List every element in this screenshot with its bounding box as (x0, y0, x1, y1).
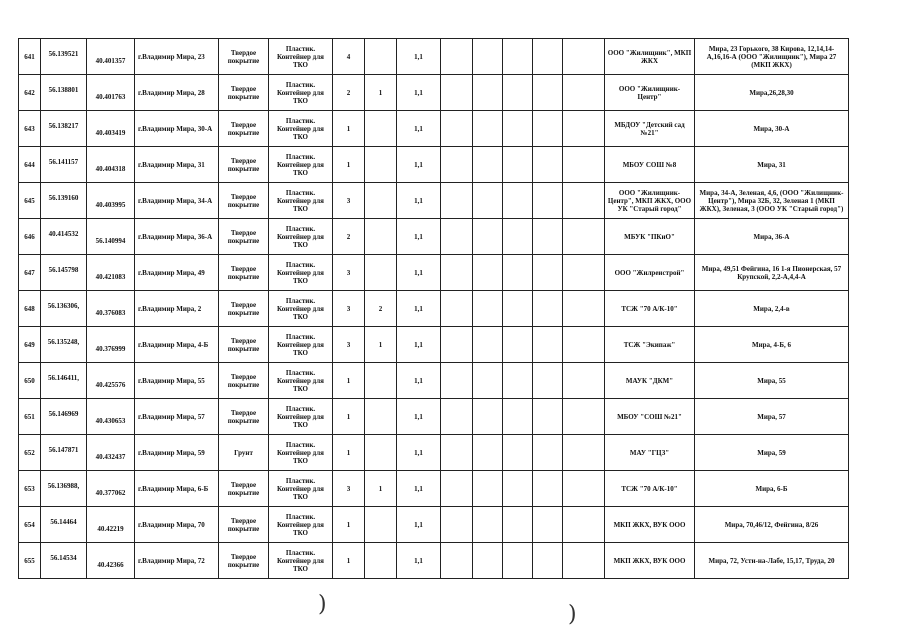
row-number: 643 (19, 111, 41, 147)
empty-cell (473, 183, 503, 219)
extra-count (365, 435, 397, 471)
container-type: Пластик. Контейнер для ТКО (269, 111, 333, 147)
empty-cell (503, 327, 533, 363)
empty-cell (441, 255, 473, 291)
empty-cell (533, 255, 563, 291)
site-address: г.Владимир Мира, 2 (135, 291, 219, 327)
empty-cell (441, 183, 473, 219)
latitude-value: 40.414532 (48, 229, 79, 238)
served-addresses: Мира,26,28,30 (695, 75, 849, 111)
latitude (41, 183, 87, 219)
table-body (19, 39, 849, 579)
latitude-value: 56.138801 (48, 85, 79, 94)
empty-cell (503, 363, 533, 399)
extra-count: 1 (365, 327, 397, 363)
empty-cell (473, 435, 503, 471)
empty-cell (441, 75, 473, 111)
container-volume: 1,1 (397, 435, 441, 471)
longitude (87, 507, 135, 543)
latitude (41, 291, 87, 327)
empty-cell (473, 543, 503, 579)
served-addresses: Мира, 72, Усти-на-Лабе, 15,17, Труда, 20 (695, 543, 849, 579)
empty-cell (441, 111, 473, 147)
site-address: г.Владимир Мира, 55 (135, 363, 219, 399)
empty-cell (473, 111, 503, 147)
row-number: 650 (19, 363, 41, 399)
served-addresses: Мира, 70,46/12, Фейгина, 8/26 (695, 507, 849, 543)
table-row (19, 543, 849, 579)
row-number: 648 (19, 291, 41, 327)
container-type: Пластик. Контейнер для ТКО (269, 507, 333, 543)
latitude (41, 327, 87, 363)
container-type: Пластик. Контейнер для ТКО (269, 291, 333, 327)
row-number: 644 (19, 147, 41, 183)
empty-cell (563, 147, 605, 183)
latitude-value: 56.141157 (48, 157, 79, 166)
container-volume: 1,1 (397, 327, 441, 363)
longitude-value: 40.425576 (95, 380, 126, 389)
operator-org: МБОУ "СОШ №21" (605, 399, 695, 435)
container-type: Пластик. Контейнер для ТКО (269, 183, 333, 219)
table-row (19, 255, 849, 291)
latitude-value: 56.145798 (48, 265, 79, 274)
empty-cell (473, 75, 503, 111)
empty-cell (503, 183, 533, 219)
table-row (19, 39, 849, 75)
empty-cell (441, 435, 473, 471)
site-address: г.Владимир Мира, 49 (135, 255, 219, 291)
surface-type: Твердое покрытие (219, 399, 269, 435)
page-mark-right: ) (568, 602, 577, 627)
empty-cell (563, 399, 605, 435)
longitude (87, 255, 135, 291)
row-number: 655 (19, 543, 41, 579)
table-row (19, 471, 849, 507)
latitude (41, 111, 87, 147)
empty-cell (563, 507, 605, 543)
surface-type: Твердое покрытие (219, 471, 269, 507)
table-row (19, 183, 849, 219)
table-row (19, 75, 849, 111)
extra-count (365, 507, 397, 543)
empty-cell (533, 183, 563, 219)
empty-cell (473, 147, 503, 183)
served-addresses: Мира, 23 Горького, 38 Кирова, 12,14,14-А,16,16-А (ООО "Жилищник"), Мира 27 (МКП ЖКХ) (695, 39, 849, 75)
latitude-value: 56.146969 (48, 409, 79, 418)
container-type: Пластик. Контейнер для ТКО (269, 39, 333, 75)
latitude (41, 147, 87, 183)
container-count: 1 (333, 363, 365, 399)
empty-cell (503, 435, 533, 471)
table-row (19, 435, 849, 471)
operator-org: ТСЖ "70 А/К-10" (605, 471, 695, 507)
container-count: 1 (333, 147, 365, 183)
extra-count (365, 39, 397, 75)
longitude-value: 40.404318 (95, 164, 126, 173)
operator-org: ООО "Жилищник", МКП ЖКХ (605, 39, 695, 75)
latitude-value: 56.136988, (47, 481, 80, 490)
latitude-value: 56.14464 (50, 517, 77, 526)
row-number: 641 (19, 39, 41, 75)
empty-cell (563, 363, 605, 399)
empty-cell (473, 327, 503, 363)
extra-count (365, 255, 397, 291)
empty-cell (533, 327, 563, 363)
empty-cell (563, 435, 605, 471)
table-row (19, 111, 849, 147)
site-address: г.Владимир Мира, 57 (135, 399, 219, 435)
operator-org: МАУК "ДКМ" (605, 363, 695, 399)
empty-cell (563, 183, 605, 219)
row-number: 645 (19, 183, 41, 219)
empty-cell (563, 39, 605, 75)
empty-cell (441, 543, 473, 579)
empty-cell (533, 75, 563, 111)
container-volume: 1,1 (397, 147, 441, 183)
surface-type: Твердое покрытие (219, 327, 269, 363)
operator-org: МБОУ СОШ №8 (605, 147, 695, 183)
longitude (87, 399, 135, 435)
surface-type: Твердое покрытие (219, 75, 269, 111)
row-number: 646 (19, 219, 41, 255)
surface-type: Твердое покрытие (219, 543, 269, 579)
extra-count (365, 543, 397, 579)
container-count: 4 (333, 39, 365, 75)
latitude-value: 56.135248, (47, 337, 80, 346)
extra-count (365, 147, 397, 183)
row-number: 642 (19, 75, 41, 111)
latitude (41, 399, 87, 435)
empty-cell (503, 291, 533, 327)
served-addresses: Мира, 6-Б (695, 471, 849, 507)
container-volume: 1,1 (397, 111, 441, 147)
surface-type: Твердое покрытие (219, 111, 269, 147)
site-address: г.Владимир Мира, 30-А (135, 111, 219, 147)
container-count: 1 (333, 435, 365, 471)
empty-cell (563, 471, 605, 507)
latitude (41, 39, 87, 75)
extra-count (365, 399, 397, 435)
operator-org: ООО "Жилищник-Центр", МКП ЖКХ, ООО УК "Старый город" (605, 183, 695, 219)
empty-cell (441, 399, 473, 435)
container-volume: 1,1 (397, 507, 441, 543)
table-row (19, 219, 849, 255)
operator-org: ООО "Жилреистрой" (605, 255, 695, 291)
empty-cell (441, 471, 473, 507)
container-type: Пластик. Контейнер для ТКО (269, 75, 333, 111)
longitude (87, 471, 135, 507)
site-address: г.Владимир Мира, 31 (135, 147, 219, 183)
waste-sites-table (18, 38, 849, 579)
longitude-value: 40.42219 (97, 524, 124, 533)
empty-cell (533, 507, 563, 543)
extra-count: 1 (365, 471, 397, 507)
row-number: 652 (19, 435, 41, 471)
surface-type: Твердое покрытие (219, 147, 269, 183)
latitude (41, 75, 87, 111)
empty-cell (503, 471, 533, 507)
site-address: г.Владимир Мира, 28 (135, 75, 219, 111)
empty-cell (473, 363, 503, 399)
latitude-value: 56.136306, (47, 301, 80, 310)
empty-cell (441, 327, 473, 363)
empty-cell (563, 291, 605, 327)
latitude (41, 363, 87, 399)
container-type: Пластик. Контейнер для ТКО (269, 543, 333, 579)
empty-cell (503, 543, 533, 579)
container-type: Пластик. Контейнер для ТКО (269, 399, 333, 435)
latitude-value: 56.146411, (47, 373, 80, 382)
surface-type: Твердое покрытие (219, 39, 269, 75)
empty-cell (533, 147, 563, 183)
container-count: 3 (333, 183, 365, 219)
container-count: 1 (333, 507, 365, 543)
surface-type: Твердое покрытие (219, 183, 269, 219)
empty-cell (503, 147, 533, 183)
empty-cell (503, 399, 533, 435)
extra-count (365, 183, 397, 219)
latitude-value: 56.139160 (48, 193, 79, 202)
container-volume: 1,1 (397, 183, 441, 219)
site-address: г.Владимир Мира, 72 (135, 543, 219, 579)
latitude (41, 219, 87, 255)
table-row (19, 507, 849, 543)
empty-cell (441, 147, 473, 183)
longitude (87, 543, 135, 579)
latitude (41, 255, 87, 291)
served-addresses: Мира, 34-А, Зеленая, 4,6, (ООО "Жилищник-Центр"), Мира 32Б, 32, Зеленая 1 (МКП ЖКХ), Зеленая, 3 (ООО УК "Старый город") (695, 183, 849, 219)
table-row (19, 291, 849, 327)
empty-cell (441, 507, 473, 543)
latitude-value: 56.138217 (48, 121, 79, 130)
empty-cell (533, 291, 563, 327)
surface-type: Твердое покрытие (219, 363, 269, 399)
empty-cell (503, 39, 533, 75)
page-mark-left: ) (318, 592, 327, 617)
empty-cell (533, 363, 563, 399)
container-type: Пластик. Контейнер для ТКО (269, 363, 333, 399)
empty-cell (473, 39, 503, 75)
empty-cell (563, 255, 605, 291)
container-count: 3 (333, 327, 365, 363)
container-count: 3 (333, 255, 365, 291)
served-addresses: Мира, 55 (695, 363, 849, 399)
operator-org: МКП ЖКХ, ВУК ООО (605, 543, 695, 579)
empty-cell (533, 399, 563, 435)
row-number: 654 (19, 507, 41, 543)
site-address: г.Владимир Мира, 70 (135, 507, 219, 543)
served-addresses: Мира, 36-А (695, 219, 849, 255)
longitude-value: 40.432437 (95, 452, 126, 461)
container-volume: 1,1 (397, 399, 441, 435)
container-volume: 1,1 (397, 363, 441, 399)
served-addresses: Мира, 31 (695, 147, 849, 183)
latitude (41, 507, 87, 543)
empty-cell (563, 219, 605, 255)
register-sheet (18, 38, 848, 579)
longitude (87, 111, 135, 147)
surface-type: Твердое покрытие (219, 507, 269, 543)
site-address: г.Владимир Мира, 23 (135, 39, 219, 75)
longitude (87, 147, 135, 183)
operator-org: ТСЖ "Экипаж" (605, 327, 695, 363)
empty-cell (473, 507, 503, 543)
operator-org: МКП ЖКХ, ВУК ООО (605, 507, 695, 543)
empty-cell (441, 219, 473, 255)
latitude (41, 471, 87, 507)
served-addresses: Мира, 4-Б, 6 (695, 327, 849, 363)
empty-cell (533, 543, 563, 579)
extra-count (365, 363, 397, 399)
container-type: Пластик. Контейнер для ТКО (269, 435, 333, 471)
operator-org: ТСЖ "70 А/К-10" (605, 291, 695, 327)
longitude-value: 40.401763 (95, 92, 126, 101)
served-addresses: Мира, 59 (695, 435, 849, 471)
empty-cell (473, 255, 503, 291)
container-type: Пластик. Контейнер для ТКО (269, 471, 333, 507)
empty-cell (503, 507, 533, 543)
longitude-value: 40.403419 (95, 128, 126, 137)
longitude-value: 40.376999 (95, 344, 126, 353)
table-row (19, 363, 849, 399)
latitude-value: 56.139521 (48, 49, 79, 58)
empty-cell (563, 543, 605, 579)
served-addresses: Мира, 30-А (695, 111, 849, 147)
site-address: г.Владимир Мира, 36-А (135, 219, 219, 255)
longitude (87, 39, 135, 75)
empty-cell (473, 399, 503, 435)
container-type: Пластик. Контейнер для ТКО (269, 147, 333, 183)
longitude-value: 40.376083 (95, 308, 126, 317)
empty-cell (533, 39, 563, 75)
container-count: 3 (333, 471, 365, 507)
longitude-value: 56.140994 (95, 236, 126, 245)
container-count: 1 (333, 399, 365, 435)
extra-count: 2 (365, 291, 397, 327)
longitude-value: 40.421083 (95, 272, 126, 281)
longitude-value: 40.42366 (97, 560, 124, 569)
container-count: 3 (333, 291, 365, 327)
longitude-value: 40.403995 (95, 200, 126, 209)
container-volume: 1,1 (397, 543, 441, 579)
served-addresses: Мира, 57 (695, 399, 849, 435)
empty-cell (533, 471, 563, 507)
latitude-value: 56.147871 (48, 445, 79, 454)
operator-org: МБДОУ "Детский сад №21" (605, 111, 695, 147)
site-address: г.Владимир Мира, 59 (135, 435, 219, 471)
container-count: 2 (333, 75, 365, 111)
row-number: 651 (19, 399, 41, 435)
latitude (41, 543, 87, 579)
empty-cell (473, 291, 503, 327)
surface-type: Твердое покрытие (219, 219, 269, 255)
table-row (19, 399, 849, 435)
container-type: Пластик. Контейнер для ТКО (269, 327, 333, 363)
container-count: 1 (333, 543, 365, 579)
empty-cell (563, 111, 605, 147)
empty-cell (533, 219, 563, 255)
extra-count (365, 111, 397, 147)
container-volume: 1,1 (397, 219, 441, 255)
site-address: г.Владимир Мира, 6-Б (135, 471, 219, 507)
empty-cell (473, 471, 503, 507)
longitude-value: 40.430653 (95, 416, 126, 425)
empty-cell (473, 219, 503, 255)
table-row (19, 147, 849, 183)
empty-cell (533, 111, 563, 147)
container-count: 2 (333, 219, 365, 255)
served-addresses: Мира, 2,4-в (695, 291, 849, 327)
container-volume: 1,1 (397, 75, 441, 111)
longitude-value: 40.377062 (95, 488, 126, 497)
empty-cell (441, 363, 473, 399)
empty-cell (563, 75, 605, 111)
surface-type: Грунт (219, 435, 269, 471)
extra-count (365, 219, 397, 255)
container-count: 1 (333, 111, 365, 147)
longitude (87, 75, 135, 111)
container-volume: 1,1 (397, 255, 441, 291)
surface-type: Твердое покрытие (219, 255, 269, 291)
longitude (87, 363, 135, 399)
operator-org: ООО "Жилищник-Центр" (605, 75, 695, 111)
site-address: г.Владимир Мира, 4-Б (135, 327, 219, 363)
operator-org: МАУ "ГЦЗ" (605, 435, 695, 471)
empty-cell (563, 327, 605, 363)
container-type: Пластик. Контейнер для ТКО (269, 219, 333, 255)
extra-count: 1 (365, 75, 397, 111)
empty-cell (503, 255, 533, 291)
empty-cell (533, 435, 563, 471)
row-number: 647 (19, 255, 41, 291)
served-addresses: Мира, 49,51 Фейгина, 16 1-я Пионерская, 57 Крупской, 2,2-А,4,4-А (695, 255, 849, 291)
operator-org: МБУК "ПКиО" (605, 219, 695, 255)
longitude-value: 40.401357 (95, 56, 126, 65)
table-row (19, 327, 849, 363)
empty-cell (441, 39, 473, 75)
longitude (87, 219, 135, 255)
longitude (87, 435, 135, 471)
latitude (41, 435, 87, 471)
container-type: Пластик. Контейнер для ТКО (269, 255, 333, 291)
longitude (87, 291, 135, 327)
empty-cell (503, 111, 533, 147)
container-volume: 1,1 (397, 291, 441, 327)
latitude-value: 56.14534 (50, 553, 77, 562)
longitude (87, 183, 135, 219)
empty-cell (503, 75, 533, 111)
empty-cell (441, 291, 473, 327)
row-number: 649 (19, 327, 41, 363)
site-address: г.Владимир Мира, 34-А (135, 183, 219, 219)
container-volume: 1,1 (397, 39, 441, 75)
container-volume: 1,1 (397, 471, 441, 507)
empty-cell (503, 219, 533, 255)
longitude (87, 327, 135, 363)
row-number: 653 (19, 471, 41, 507)
surface-type: Твердое покрытие (219, 291, 269, 327)
